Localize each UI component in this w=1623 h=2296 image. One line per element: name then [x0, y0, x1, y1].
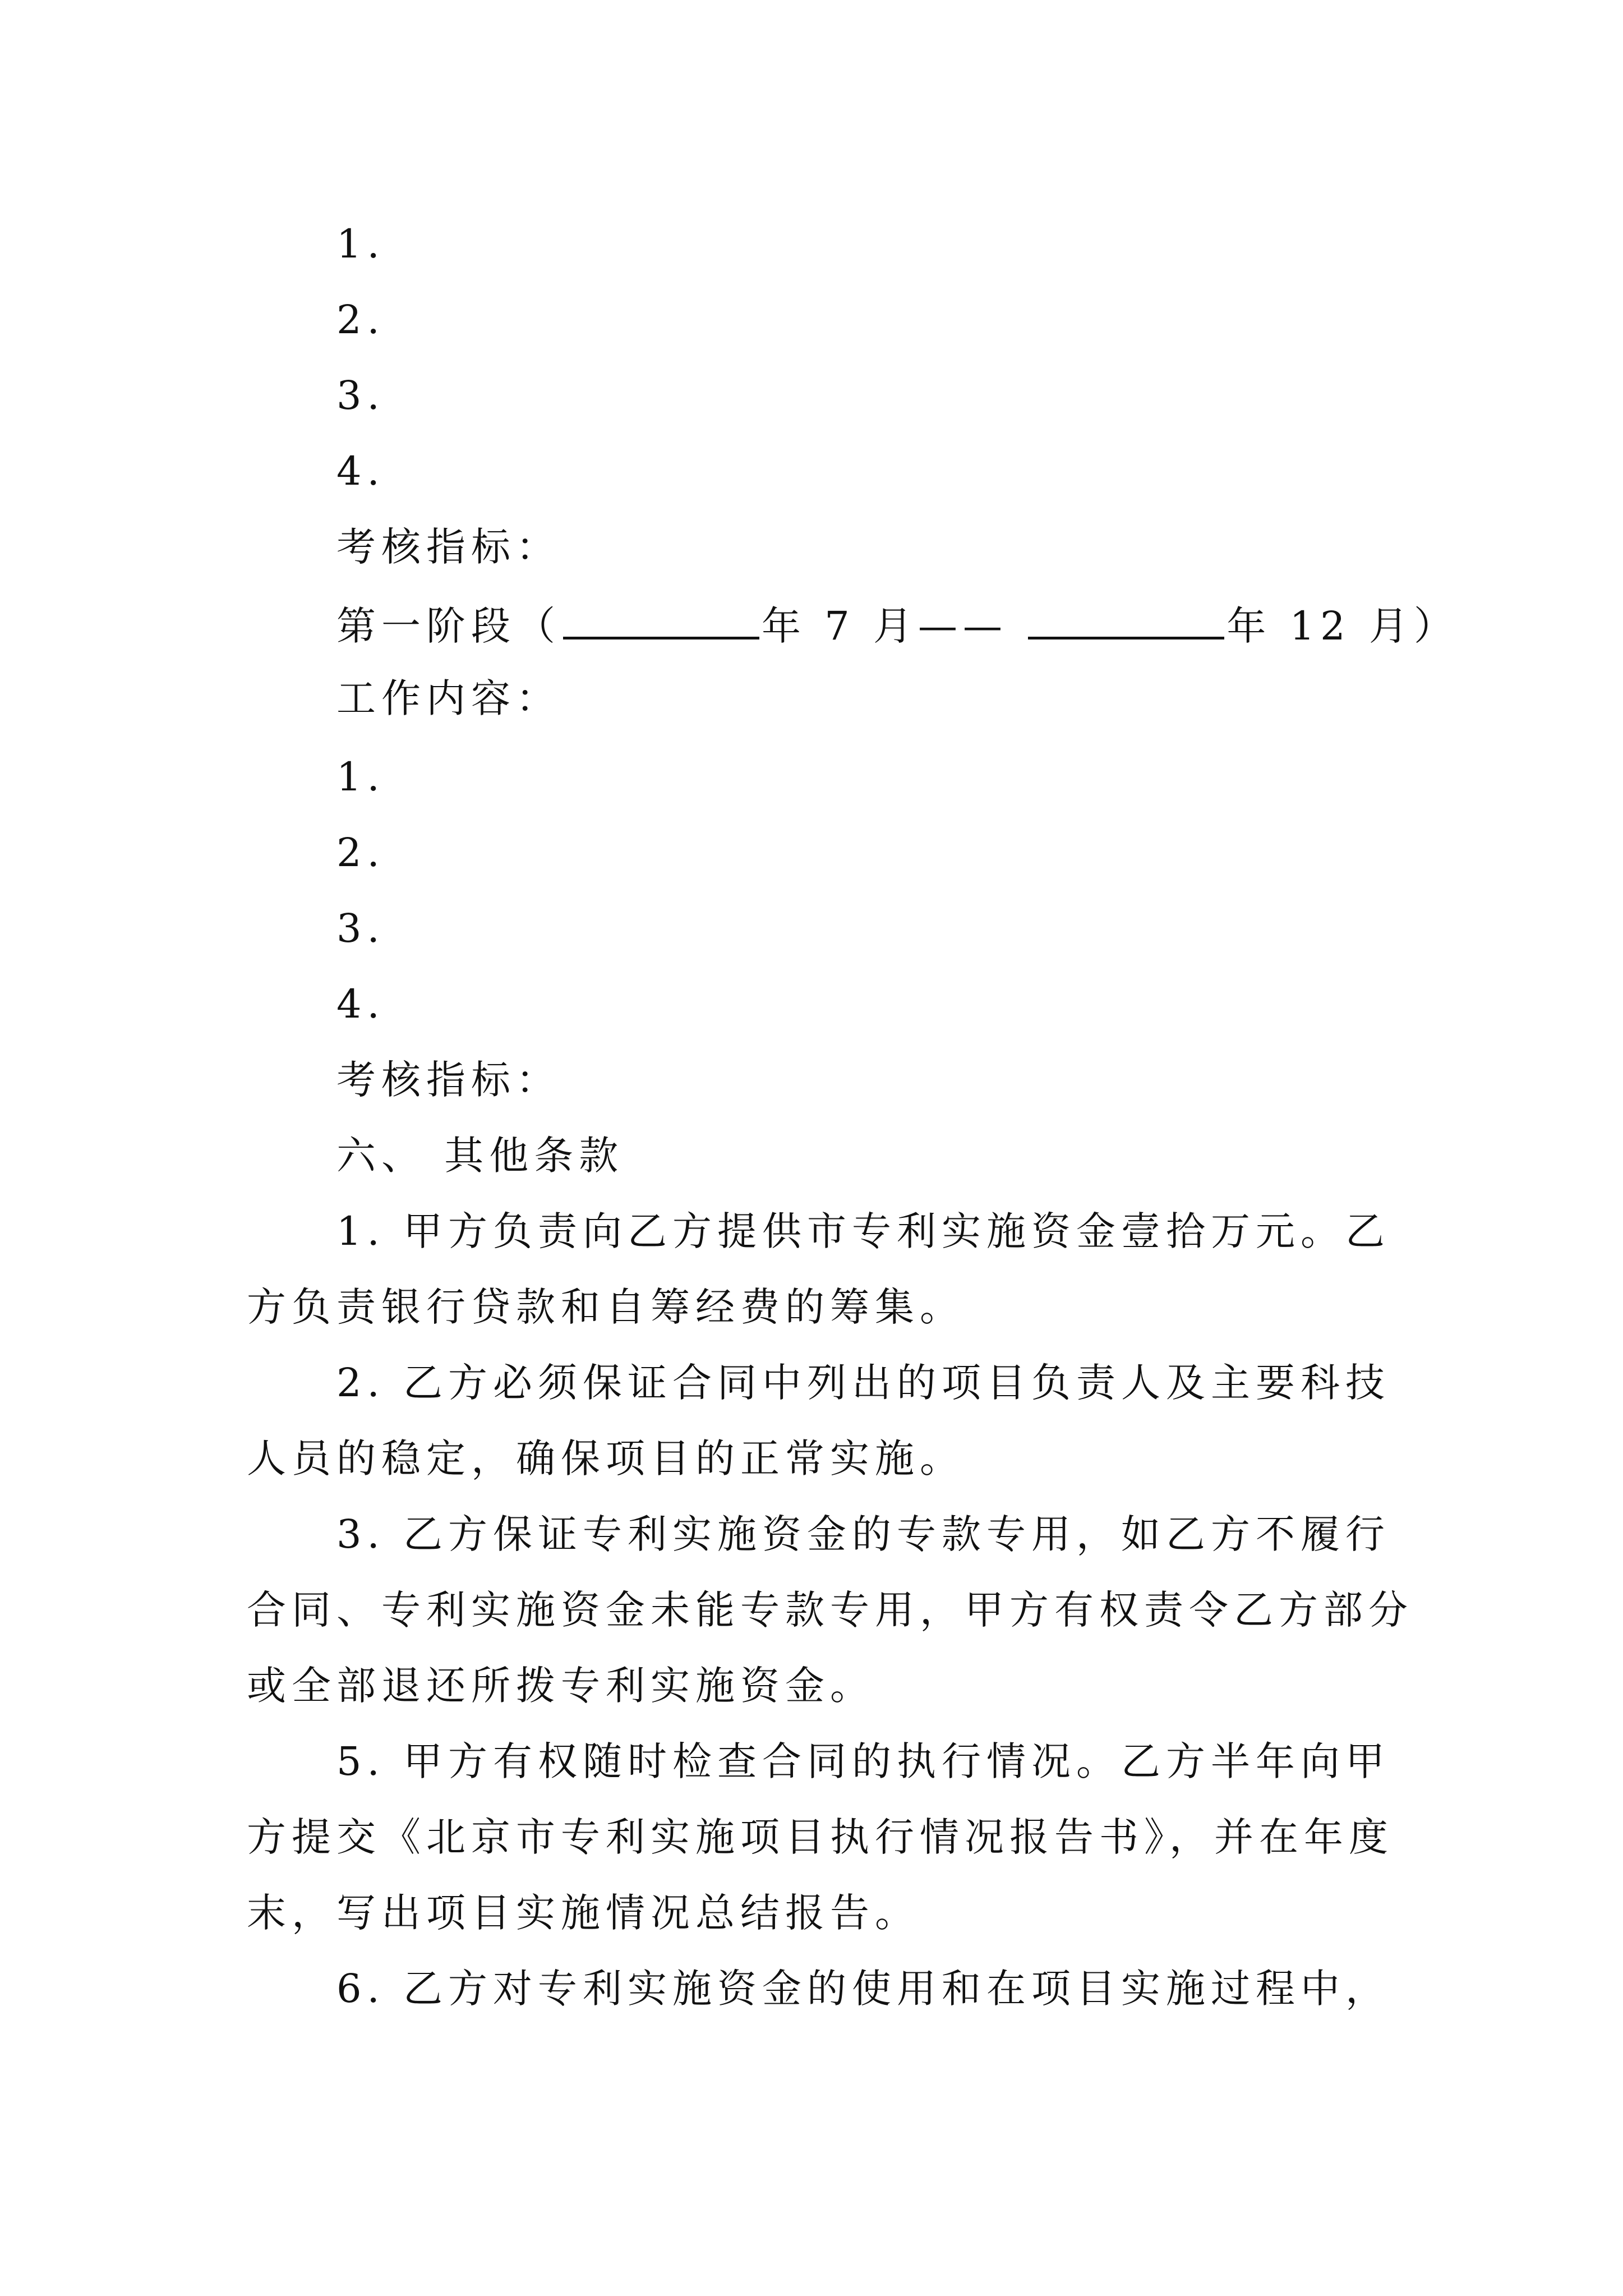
stage-prefix: 第一阶段（ — [336, 603, 561, 649]
clause-5-line-2: 方提交《北京市专利实施项目执行情况报告书》，并在年度 — [247, 1814, 1394, 1860]
stage-line — [336, 603, 1459, 649]
assessment-heading: 考核指标： — [336, 524, 561, 570]
list-number-2: 2. — [336, 830, 385, 876]
clause-5-line-3: 末，写出项目实施情况总结报告。 — [247, 1890, 920, 1936]
stage-start-month: 年 7 月—— — [762, 603, 1008, 649]
list-number-3: 3. — [336, 905, 385, 951]
clause-2-line-2: 人员的稳定，确保项目的正常实施。 — [247, 1435, 965, 1481]
assessment-heading: 考核指标： — [336, 1057, 561, 1103]
clause-1-line-1: 1. 甲方负责向乙方提供市专利实施资金壹拾万元。乙 — [336, 1208, 1391, 1254]
clause-6-line-1: 6. 乙方对专利实施资金的使用和在项目实施过程中， — [336, 1966, 1391, 2012]
list-number-2: 2. — [336, 297, 385, 343]
year-blank-end — [1028, 603, 1224, 639]
work-content-heading: 工作内容： — [336, 675, 561, 721]
list-number-3: 3. — [336, 372, 385, 418]
clause-3-line-1: 3. 乙方保证专利实施资金的专款专用，如乙方不履行 — [336, 1511, 1391, 1557]
clause-2-line-1: 2. 乙方必须保证合同中列出的项目负责人及主要科技 — [336, 1360, 1391, 1406]
clause-1-line-2: 方负责银行贷款和自筹经费的筹集。 — [247, 1284, 965, 1330]
clause-3-line-3: 或全部退还所拨专利实施资金。 — [247, 1663, 875, 1709]
list-number-4: 4. — [336, 448, 385, 494]
stage-end-month: 年 12 月） — [1227, 603, 1459, 649]
list-number-1: 1. — [336, 221, 385, 267]
clause-3-line-2: 合同、专利实施资金未能专款专用，甲方有权责令乙方部分 — [247, 1587, 1413, 1633]
clause-5-line-1: 5. 甲方有权随时检查合同的执行情况。乙方半年向甲 — [336, 1738, 1391, 1784]
year-blank-start — [563, 603, 759, 639]
section-heading: 六、 其他条款 — [336, 1133, 624, 1179]
list-number-4: 4. — [336, 981, 385, 1027]
list-number-1: 1. — [336, 754, 385, 800]
